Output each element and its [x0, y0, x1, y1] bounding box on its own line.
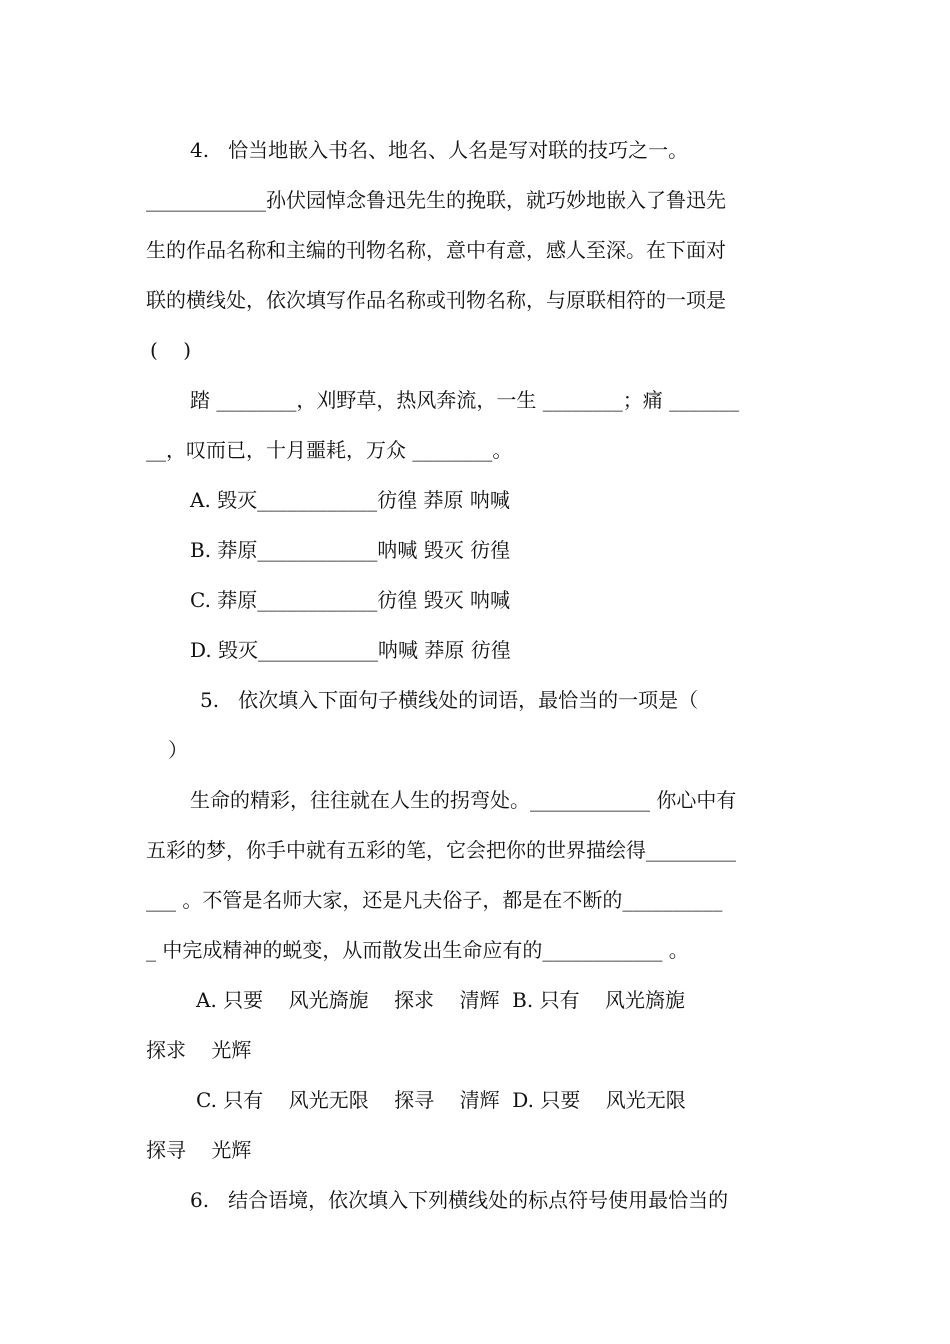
q5-paragraph-line-2: 五彩的梦，你手中就有五彩的笔，它会把你的世界描绘得_________ — [146, 838, 736, 862]
q5-paragraph-line-1: 生命的精彩，往往就在人生的拐弯处。____________ 你心中有 — [190, 788, 737, 812]
q4-line-5: ( ) — [150, 338, 192, 362]
q4-option-a: A. 毁灭____________彷徨 莽原 呐喊 — [190, 488, 510, 512]
q4-line-2: ____________孙伏园悼念鲁迅先生的挽联，就巧妙地嵌入了鲁迅先 — [146, 188, 726, 212]
q5-paragraph-line-4: _ 中完成精神的蜕变，从而散发出生命应有的____________ 。 — [146, 938, 689, 962]
q5-line-1: 5. 依次填入下面句子横线处的词语，最恰当的一项是（ — [200, 688, 699, 712]
q4-line-1: 4. 恰当地嵌入书名、地名、人名是写对联的技巧之一。 — [190, 138, 689, 162]
q5-options-cd-line-1: C. 只有 风光无限 探寻 清辉 D. 只要 风光无限 — [196, 1088, 686, 1112]
q4-couplet-line-1: 踏 ________，刈野草，热风奔流，一生 ________；痛 _______ — [190, 388, 740, 412]
q5-options-cd-line-2: 探寻 光辉 — [146, 1138, 252, 1162]
q6-line-1: 6. 结合语境，依次填入下列横线处的标点符号使用最恰当的 — [190, 1188, 729, 1212]
q4-couplet-line-2: __，叹而已，十月噩耗，万众 ________。 — [146, 438, 513, 462]
q5-line-2: ） — [168, 738, 188, 762]
q4-option-d: D. 毁灭____________呐喊 莽原 彷徨 — [190, 638, 511, 662]
q4-option-b: B. 莽原____________呐喊 毁灭 彷徨 — [190, 538, 511, 562]
q5-options-ab-line-1: A. 只要 风光旖旎 探求 清辉 B. 只有 风光旖旎 — [196, 988, 686, 1012]
q4-line-4: 联的横线处，依次填写作品名称或刊物名称，与原联相符的一项是 — [146, 288, 726, 312]
q4-line-3: 生的作品名称和主编的刊物名称，意中有意，感人至深。在下面对 — [146, 238, 726, 262]
q5-options-ab-line-2: 探求 光辉 — [146, 1038, 252, 1062]
q5-paragraph-line-3: ___ 。不管是名师大家，还是凡夫俗子，都是在不断的__________ — [146, 888, 723, 912]
q4-option-c: C. 莽原____________彷徨 毁灭 呐喊 — [190, 588, 511, 612]
